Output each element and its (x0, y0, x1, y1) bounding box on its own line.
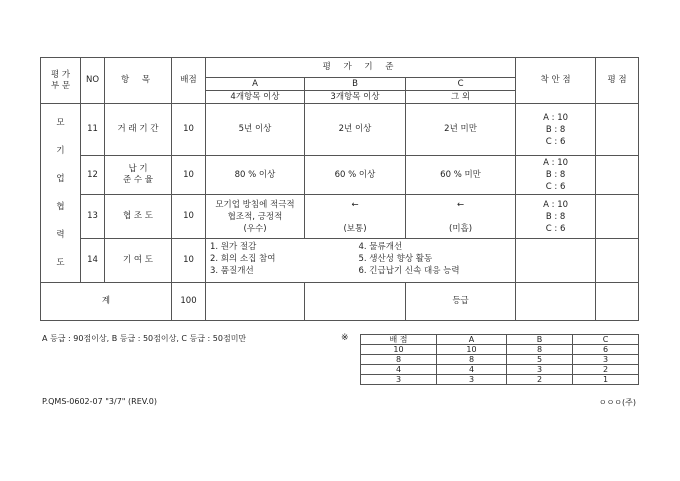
grade-a-line: 모기업 방침에 적극적 (215, 199, 295, 210)
item-header: 항 목 (105, 58, 172, 104)
row-evaluation (596, 104, 639, 156)
score-cell: 3 (361, 375, 437, 385)
scoring-line: A : 10 (543, 112, 569, 123)
scoring-header: 착 안 점 (516, 58, 596, 104)
no-header: NO (81, 58, 105, 104)
row-scoring (516, 156, 596, 195)
scoring-line: B : 8 (545, 170, 566, 180)
score-cell: 8 (437, 355, 507, 365)
score-cell: 2 (573, 365, 639, 375)
total-grade-label: 등급 (406, 283, 516, 321)
score-cell: 2 (507, 375, 573, 385)
score-cell: 6 (573, 345, 639, 355)
score-cell: 3 (437, 375, 507, 385)
row-grade-b (305, 195, 406, 239)
total-evaluation (596, 283, 639, 321)
row-scoring (516, 104, 596, 156)
grade-a-line: (우수) (243, 223, 267, 234)
contribution-item: 5. 생산성 향상 활동 (358, 254, 433, 264)
arrow-left-icon: ← (351, 199, 359, 210)
row-grade-b: 60 % 이상 (305, 156, 406, 195)
score-cell: 3 (573, 355, 639, 365)
score-header: C (573, 335, 639, 345)
scoring-line: B : 8 (545, 124, 566, 135)
grade-c-subheader: 그 외 (406, 91, 516, 104)
row-item: 거 래 기 간 (105, 104, 172, 156)
row-weight: 10 (172, 195, 206, 239)
row-scoring (516, 239, 596, 283)
row-item: 기 여 도 (105, 239, 172, 283)
total-blank (206, 283, 305, 321)
dept-label-char: 협 (56, 202, 65, 212)
total-weight: 100 (172, 283, 206, 321)
row-no: 14 (81, 239, 105, 283)
contribution-list-left (206, 239, 355, 283)
row-weight: 10 (172, 104, 206, 156)
contribution-item: 1. 원가 절감 (210, 242, 257, 252)
total-grade-value (516, 283, 596, 321)
evaluation-header: 평 점 (596, 58, 639, 104)
scoring-line: A : 10 (543, 199, 569, 210)
score-cell: 8 (507, 345, 573, 355)
total-score (305, 283, 406, 321)
row-grade-b: 2년 이상 (305, 104, 406, 156)
weight-header: 배점 (172, 58, 206, 104)
row-item (105, 156, 172, 195)
row-evaluation (596, 156, 639, 195)
dept-header-line: 부 문 (50, 80, 71, 91)
row-weight: 10 (172, 156, 206, 195)
row-weight: 10 (172, 239, 206, 283)
score-cell: 1 (573, 375, 639, 385)
scoring-line: C : 6 (545, 223, 566, 234)
score-cell: 3 (507, 365, 573, 375)
grade-c-header: C (406, 78, 516, 91)
item-line: 납 기 (128, 164, 148, 174)
criteria-header: 평 가 기 준 (206, 58, 516, 78)
row-no: 13 (81, 195, 105, 239)
score-cell: 4 (361, 365, 437, 375)
contribution-item: 4. 물류개선 (358, 242, 403, 252)
row-grade-c: 2년 미만 (406, 104, 516, 156)
grade-a-subheader: 4개항목 이상 (206, 91, 305, 104)
grade-a-header: A (206, 78, 305, 91)
grade-c-line (406, 211, 515, 223)
score-conversion-table (360, 334, 639, 385)
reference-mark: ※ (341, 333, 349, 343)
table-row (361, 375, 639, 385)
grade-b-line (305, 211, 405, 223)
dept-label (41, 104, 81, 283)
dept-header-line: 평 가 (50, 69, 71, 80)
row-grade-c: 60 % 미만 (406, 156, 516, 195)
score-header: A (437, 335, 507, 345)
scoring-line: B : 8 (545, 211, 566, 222)
row-no: 11 (81, 104, 105, 156)
grade-b-line: (보통) (343, 223, 367, 234)
contribution-item: 6. 긴급납기 신속 대응 능력 (358, 266, 460, 276)
arrow-left-icon: ← (456, 199, 465, 210)
company-name: ㅇㅇㅇ(주) (598, 398, 636, 407)
grade-b-subheader: 3개항목 이상 (305, 91, 406, 104)
row-no: 12 (81, 156, 105, 195)
contribution-item: 3. 품질개선 (210, 266, 254, 276)
row-evaluation (596, 239, 639, 283)
dept-label-char: 력 (56, 230, 65, 240)
row-scoring (516, 195, 596, 239)
score-cell: 8 (361, 355, 437, 365)
row-grade-a (206, 195, 305, 239)
score-cell: 5 (507, 355, 573, 365)
score-header: 배 점 (361, 335, 437, 345)
score-cell: 10 (437, 345, 507, 355)
row-grade-a: 80 % 이상 (206, 156, 305, 195)
item-line: 준 수 율 (122, 175, 154, 185)
grade-a-line: 협조적, 긍정적 (227, 211, 283, 222)
scoring-line: A : 10 (543, 158, 569, 168)
document-code: P.QMS-0602-07 "3/7" (REV.0) (42, 397, 157, 406)
row-grade-c (406, 195, 516, 239)
dept-label-char: 모 (56, 118, 65, 128)
scoring-line: C : 6 (545, 136, 566, 147)
evaluation-table (40, 57, 639, 321)
score-cell: 10 (361, 345, 437, 355)
table-row (361, 365, 639, 375)
grade-b-header: B (305, 78, 406, 91)
dept-label-char: 업 (56, 174, 65, 184)
table-row (361, 345, 639, 355)
score-cell: 4 (437, 365, 507, 375)
dept-label-char: 도 (56, 258, 65, 268)
contribution-list-right (355, 239, 516, 283)
dept-label-char: 기 (56, 146, 65, 156)
grade-footnote: A 등급 : 90점이상, B 등급 : 50점이상, C 등급 : 50점미만 (42, 334, 247, 343)
row-grade-a: 5년 이상 (206, 104, 305, 156)
scoring-line: C : 6 (545, 182, 566, 192)
row-item: 협 조 도 (105, 195, 172, 239)
score-header: B (507, 335, 573, 345)
table-row (361, 355, 639, 365)
grade-c-line: (미흡) (449, 223, 473, 234)
row-evaluation (596, 195, 639, 239)
total-label: 계 (41, 283, 172, 321)
contribution-item: 2. 회의 소집 참여 (210, 254, 276, 264)
dept-header (41, 58, 81, 104)
